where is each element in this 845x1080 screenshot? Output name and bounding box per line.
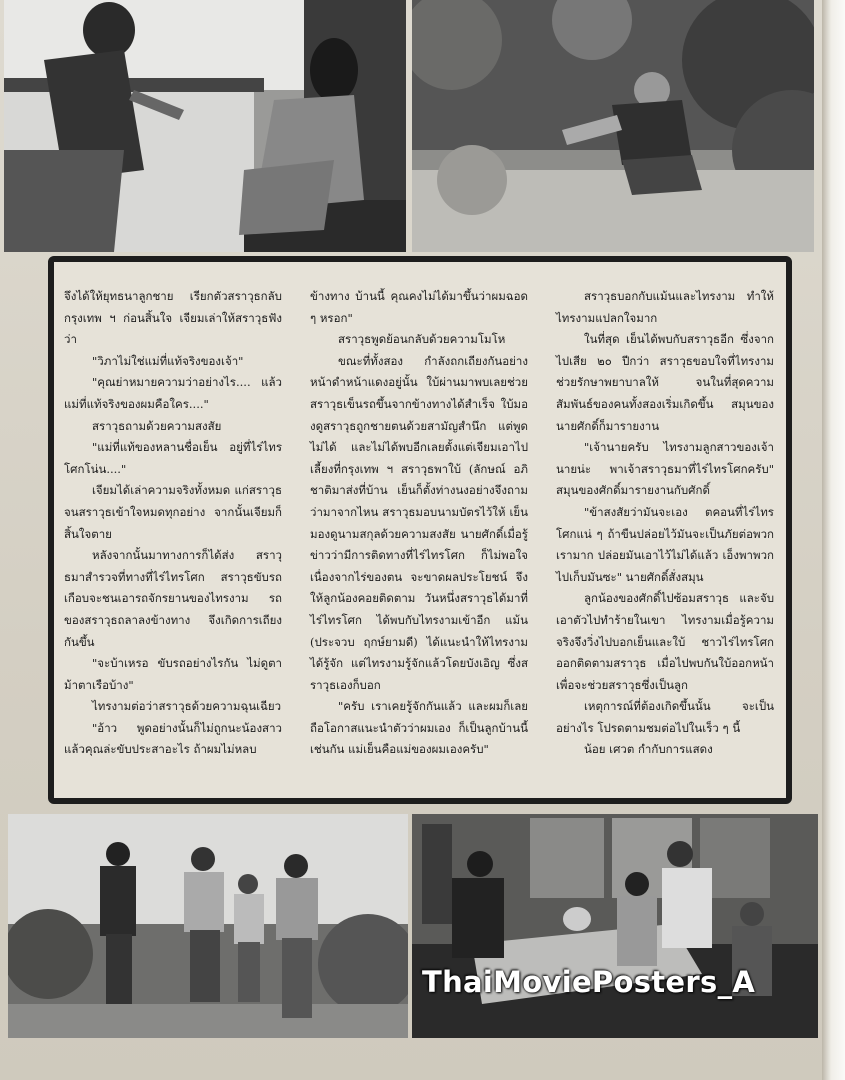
photo-man-and-woman bbox=[4, 0, 406, 252]
paragraph: "ข้าสงสัยว่ามันจะเอง ตคอนที่ไร่ไทรโศกแน่ ๆ ถ้าขืนปล่อยไว้มันจะเป็นภัยต่อพวกเรามาก ปล่อยมันเอาไว้ไม่ได้แล้ว เอ็งพาพวกไปเก็บมันซะ" นายศักดิ์สั่งสมุน bbox=[556, 504, 774, 584]
paragraph: ขณะที่ทั้งสอง กำลังถกเถียงกันอย่างหน้าดำหน้าแดงอยู่นั้น ใบ้ผ่านมาพบเลยช่วยสราวุธเข็นรถขึ้นจากข้างทางได้สำเร็จ ใบ้มองดูสราวุธถูกชายตนด้วยสามัญสำนึก แต่พูดไม่ได้ และไม่ได้พบอีกเลยตั้งแต่เจียมเอาไปเลี้ยงที่กรุงเทพ ฯ สราวุธพาใบ้ (ลักษณ์ อภิชาติมาส่งที่บ้าน เย็นก็ตั้งท่างนงอย่างจึงถามว่ามาจากไหน สราวุธมอบนามบัตรไว้ให้ เย็นมองดูนามสกุลด้วยความสงสัย นายศักดิ์เมื่อรู้ข่าวว่ามีการติดทางที่ไร่ไทรโศก ก็ไม่พอใจ เนื่องจากไร่ของตน จะขาดผลประโยชน์ จึงให้ลูกน้องคอยติดตาม วันหนึ่งสราวุธได้มาที่ไร่ไทรโศก ได้พบกับไทรงามเข้าอีก แม้น (ประจวบ ฤกษ์ยามดี) ได้แนะนำให้ไทรงามได้รู้จัก แต่ไทรงามรู้จักแล้วโดยบังเอิญ ซึ่งสราวุธเองก็บอก bbox=[310, 353, 528, 692]
photo-man-in-forest bbox=[412, 0, 814, 252]
article-column-2 bbox=[310, 286, 528, 761]
paragraph: สราวุธบอกกับแม้นและไทรงาม ทำให้ไทรงามแปลกใจมาก bbox=[556, 289, 774, 325]
paragraph: "จะบ้าเหรอ ขับรถอย่างไรกัน ไม่ดูตาม้าตาเรือบ้าง" bbox=[64, 656, 282, 692]
paragraph: "ครับ เราเคยรู้จักกันแล้ว และผมก็เลยถือโอกาสแนะนำตัวว่าผมเอง ก็เป็นลูกบ้านนี้เช่นกัน แม่เย็นคือแม่ของผมเองครับ" bbox=[310, 699, 528, 757]
article-column-3 bbox=[556, 286, 774, 761]
photo-bedside-scene bbox=[412, 814, 818, 1038]
article-text-box bbox=[48, 256, 792, 804]
article-column-1 bbox=[64, 286, 282, 761]
paragraph: "คุณย่าหมายความว่าอย่างไร.... แล้วแม่ที่แท้จริงของผมคือใคร...." bbox=[64, 375, 282, 411]
credit-line: น้อย เศวต กำกับการแสดง bbox=[584, 742, 713, 757]
page-edge bbox=[822, 0, 845, 1080]
paragraph: "อ้าว พูดอย่างนั้นก็ไม่ถูกนะน้องสาว แล้วคุณล่ะขับประสาอะไร ถ้าผมไม่หลบ bbox=[64, 720, 282, 757]
paragraph: สราวุธพูดย้อนกลับด้วยความโมโห bbox=[338, 332, 506, 347]
paragraph: เจียมได้เล่าความจริงทั้งหมด แก่สราวุธ จนสราวุธเข้าใจหมดทุกอย่าง จากนั้นเจียมก็สิ้นใจตาย bbox=[64, 483, 282, 541]
paragraph: สราวุธถามด้วยความสงสัย bbox=[92, 418, 222, 433]
paragraph: ไทรงามต่อว่าสราวุธด้วยความฉุนเฉียว bbox=[92, 699, 282, 714]
paragraph: ในที่สุด เย็นได้พบกับสราวุธอีก ซึ่งจากไปเสีย ๒๐ ปีกว่า สราวุธขอบใจที่ไทรงามช่วยรักษาพยาบาลให้ จนในที่สุดความสัมพันธ์ของคนทั้งสองเริ่มเกิดขึ้น สมุนของนายศักดิ์ก็มารายงาน bbox=[556, 332, 774, 433]
photo-group-of-men bbox=[8, 814, 408, 1038]
paragraph: ข้างทาง บ้านนี้ คุณคงไม่ได้มาขึ้นว่าผมฉอด ๆ หรอก" bbox=[310, 289, 528, 325]
paragraph: "วิภาไม่ใช่แม่ที่แท้จริงของเจ้า" bbox=[92, 353, 244, 368]
watermark-text: ThaiMoviePosters_A bbox=[422, 965, 756, 999]
paragraph: "แม่ที่แท้ของหลานชื่อเย็น อยู่ที่ไร่ไทรโศกโน่น...." bbox=[64, 440, 282, 476]
paragraph: จึงได้ให้ยุทธนาลูกชาย เรียกตัวสราวุธกลับกรุงเทพ ฯ ก่อนสิ้นใจ เจียมเล่าให้สราวุธฟังว่า bbox=[64, 289, 282, 347]
paragraph: "เจ้านายครับ ไทรงามลูกสาวของเจ้านายน่ะ พาเจ้าสราวุธมาที่ไร่ไทรโศกครับ" สมุนของศักดิ์มารายงานกับศักดิ์ bbox=[556, 440, 774, 498]
paragraph: หลังจากนั้นมาทางการก็ได้ส่ง สราวุธมาสำรวจที่ทางที่ไร่ไทรโศก สราวุธขับรถเกือบจะชนเอารถจักรยานของไทรงาม รถของสราวุธถลาลงข้างทาง จึงเกิดการเถียงกันขึ้น bbox=[64, 548, 282, 649]
paragraph: เหตุการณ์ที่ต้องเกิดขึ้นนั้น จะเป็นอย่างไร โปรดตามชมต่อไปในเร็ว ๆ นี้ bbox=[556, 699, 774, 735]
paragraph: ลูกน้องของศักดิ์ไปซ้อมสราวุธ และจับเอาตัวไปทำร้ายในเขา ไทรงามเมื่อรู้ความจริงจึงวิ่งไปบอกเย็นและใบ้ ชาวไร่ไทรโศกออกติดตามสราวุธ เมื่อไปพบกันใบ้ออกหน้าเพื่อจะช่วยสราวุธซึ่งเป็นลูก bbox=[556, 591, 774, 692]
